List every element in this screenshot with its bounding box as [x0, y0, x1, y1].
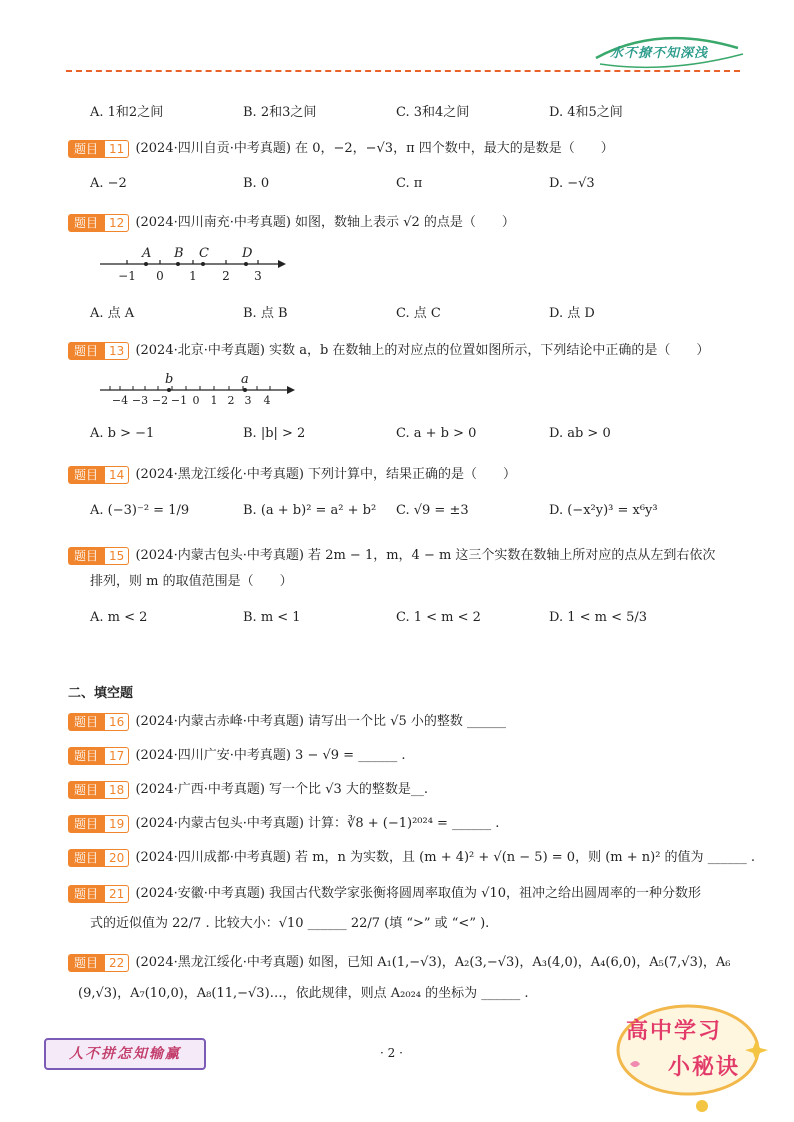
question-number: 11 — [104, 140, 129, 158]
question-text: (2024·内蒙古包头·中考真题) 若 2m − 1，m，4 − m 这三个实数在数轴上所对应的点从左到右依次 — [135, 548, 716, 563]
question-19 — [68, 813, 499, 835]
question-14 — [68, 464, 516, 486]
question-20 — [68, 847, 755, 869]
tick-label: 2 — [222, 269, 230, 283]
question-16 — [68, 711, 506, 733]
question-text: (2024·四川自贡·中考真题) 在 0，−2，−√3，π 四个数中，最大的是数是（ ） — [135, 141, 614, 156]
option-b: B. 点 B — [243, 306, 288, 321]
question-number: 22 — [104, 954, 129, 972]
question-text: (2024·黑龙江绥化·中考真题) 下列计算中，结果正确的是（ ） — [135, 467, 517, 482]
number-line-12 — [100, 244, 290, 284]
question-22 — [68, 952, 731, 974]
question-text: (2024·四川南充·中考真题) 如图，数轴上表示 √2 的点是（ ） — [135, 215, 515, 230]
question-text: (2024·黑龙江绥化·中考真题) 如图，已知 A₁(1,−√3)，A₂(3,−√3)，A₃(4,0)，A₄(6,0)，A₅(7,√3)，A₆ — [135, 955, 731, 970]
question-number: 13 — [104, 342, 129, 360]
option-d: D. ab > 0 — [549, 426, 611, 441]
section-title: 二、填空题 — [68, 686, 134, 701]
option-d: D. (−x²y)³ = x⁶y³ — [549, 503, 658, 518]
question-17 — [68, 745, 405, 767]
question-tag: 题目 — [68, 466, 104, 484]
point-label-c: C — [199, 246, 209, 261]
question-text-continued: 式的近似值为 22/7 . 比较大小：√10 ______ 22/7 (填 “>” 或 “<” ). — [90, 916, 490, 931]
question-18 — [68, 779, 428, 801]
option-c: C. 1 < m < 2 — [396, 610, 481, 625]
question-tag: 题目 — [68, 214, 104, 232]
tick-label: 3 — [244, 394, 252, 407]
study-tips-sticker — [606, 1000, 776, 1118]
question-15 — [68, 545, 715, 567]
option-a: A. (−3)⁻² = 1/9 — [90, 503, 190, 518]
question-text: (2024·内蒙古赤峰·中考真题) 请写出一个比 √5 小的整数 ______ — [135, 714, 507, 729]
tick-label: 0 — [192, 394, 200, 407]
option-a: A. 点 A — [90, 306, 135, 321]
option-d: D. −√3 — [549, 176, 595, 191]
question-number: 18 — [104, 781, 129, 799]
tick-label: −1 — [170, 394, 188, 407]
option-c: C. a + b > 0 — [396, 426, 477, 441]
option-b: B. (a + b)² = a² + b² — [243, 503, 377, 518]
option-b: B. |b| > 2 — [243, 426, 306, 441]
question-text: (2024·四川广安·中考真题) 3 − √9 = ______ . — [135, 748, 406, 763]
sticker-line-2: 小秘诀 — [668, 1055, 741, 1080]
option-a: A. 1和2之间 — [90, 105, 164, 120]
question-tag: 题目 — [68, 885, 104, 903]
question-number: 20 — [104, 849, 129, 867]
question-text: (2024·安徽·中考真题) 我国古代数学家张衡将圆周率取值为 √10，祖冲之给出圆周率的一种分数形 — [135, 886, 702, 901]
number-line-13 — [100, 370, 300, 410]
question-13 — [68, 340, 709, 362]
question-number: 21 — [104, 885, 129, 903]
sticker-line-1: 高中学习 — [626, 1019, 723, 1044]
question-tag: 题目 — [68, 342, 104, 360]
question-number: 17 — [104, 747, 129, 765]
option-b: B. 0 — [243, 176, 270, 191]
question-tag: 题目 — [68, 849, 104, 867]
tick-label: 2 — [227, 394, 235, 407]
question-text: (2024·内蒙古包头·中考真题) 计算：∛8 + (−1)²⁰²⁴ = ______ . — [135, 816, 500, 831]
question-number: 16 — [104, 713, 129, 731]
question-text-continued: (9,√3)，A₇(10,0)，A₈(11,−√3)…，依此规律，则点 A₂₀₂₄ 的坐标为 ______ . — [78, 986, 529, 1001]
question-number: 12 — [104, 214, 129, 232]
question-tag: 题目 — [68, 954, 104, 972]
tick-label: 1 — [210, 394, 218, 407]
question-11 — [68, 138, 614, 160]
question-tag: 题目 — [68, 781, 104, 799]
tick-label: −4 — [111, 394, 129, 407]
option-c: C. 点 C — [396, 306, 441, 321]
option-c: C. 3和4之间 — [396, 105, 470, 120]
question-12 — [68, 212, 515, 234]
question-tag: 题目 — [68, 713, 104, 731]
option-d: D. 4和5之间 — [549, 105, 623, 120]
question-tag: 题目 — [68, 547, 104, 565]
option-c: C. √9 = ±3 — [396, 503, 469, 518]
tick-label: −1 — [118, 269, 136, 283]
question-21 — [68, 883, 701, 905]
header-badge — [588, 30, 753, 72]
tick-label: −3 — [131, 394, 149, 407]
option-b: B. 2和3之间 — [243, 105, 317, 120]
tick-label: 4 — [263, 394, 271, 407]
option-d: D. 点 D — [549, 306, 595, 321]
question-text-continued: 排列，则 m 的取值范围是（ ） — [90, 574, 293, 589]
point-label-a: A — [142, 246, 152, 261]
question-tag: 题目 — [68, 747, 104, 765]
question-text: (2024·广西·中考真题) 写一个比 √3 大的整数是__. — [135, 782, 429, 797]
tick-label: 3 — [254, 269, 262, 283]
option-b: B. m < 1 — [243, 610, 301, 625]
question-tag: 题目 — [68, 815, 104, 833]
point-label-b: b — [165, 372, 174, 387]
question-tag: 题目 — [68, 140, 104, 158]
tick-label: 0 — [156, 269, 164, 283]
page-number: · 2 · — [380, 1046, 403, 1060]
tick-label: −2 — [151, 394, 169, 407]
footer-badge: 人不拼怎知输赢 — [44, 1038, 206, 1070]
option-a: A. −2 — [90, 176, 127, 191]
header-badge-text: 水不撩不知深浅 — [610, 46, 709, 61]
option-d: D. 1 < m < 5/3 — [549, 610, 648, 625]
point-label-a: a — [241, 372, 249, 387]
point-label-d: D — [242, 246, 253, 261]
point-label-b: B — [174, 246, 184, 261]
question-text: (2024·北京·中考真题) 实数 a，b 在数轴上的对应点的位置如图所示，下列结论中正确的是（ ） — [135, 343, 710, 358]
question-number: 19 — [104, 815, 129, 833]
question-text: (2024·四川成都·中考真题) 若 m，n 为实数，且 (m + 4)² + √(n − 5) = 0，则 (m + n)² 的值为 ______ . — [135, 850, 755, 865]
option-a: A. m < 2 — [90, 610, 148, 625]
question-number: 14 — [104, 466, 129, 484]
question-number: 15 — [104, 547, 129, 565]
tick-label: 1 — [189, 269, 197, 283]
option-c: C. π — [396, 176, 423, 191]
header-divider — [66, 70, 740, 72]
option-a: A. b > −1 — [90, 426, 155, 441]
